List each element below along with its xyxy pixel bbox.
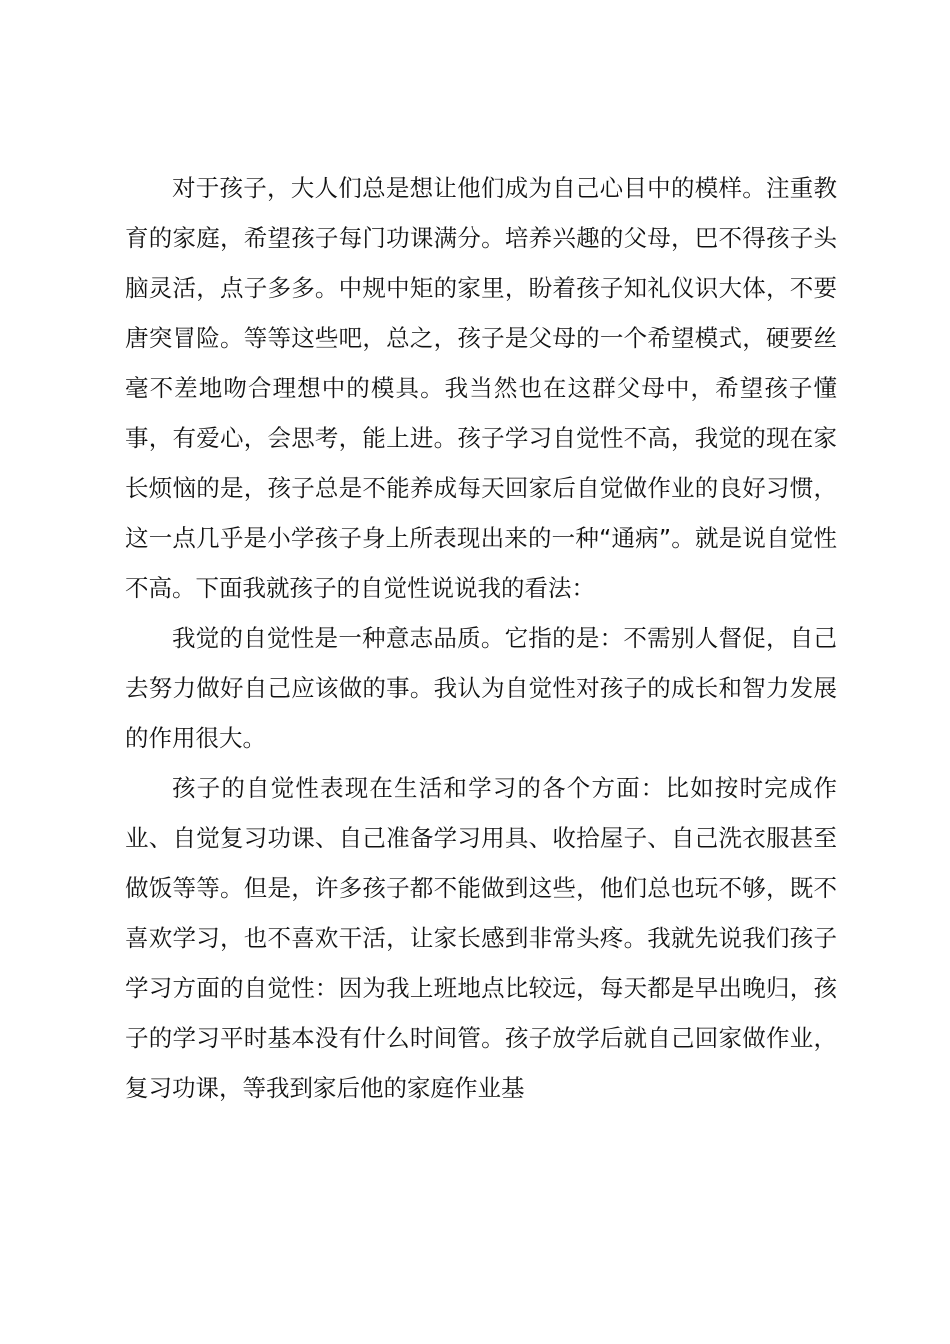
paragraph-2: 我觉的自觉性是一种意志品质。它指的是：不需别人督促，自己去努力做好自己应该做的事。我认为自觉性对孩子的成长和智力发展的作用很大。 [125, 624, 837, 752]
document-body [125, 163, 837, 1113]
paragraph-1: 对于孩子，大人们总是想让他们成为自己心目中的模样。注重教育的家庭，希望孩子每门功课满分。培养兴趣的父母，巴不得孩子头脑灵活，点子多多。中规中矩的家里，盼着孩子知礼仪识大体，不要唐突冒险。等等这些吧，总之，孩子是父母的一个希望模式，硬要丝毫不差地吻合理想中的模具。我当然也在这群父母中，希望孩子懂事，有爱心，会思考，能上进。孩子学习自觉性不高，我觉的现在家长烦恼的是，孩子总是不能养成每天回家后自觉做作业的良好习惯，这一点几乎是小学孩子身上所表现出来的一种“通病”。就是说自觉性不高。下面我就孩子的自觉性说说我的看法： [125, 174, 837, 602]
paragraph-3: 孩子的自觉性表现在生活和学习的各个方面：比如按时完成作业、自觉复习功课、自己准备学习用具、收拾屋子、自己洗衣服甚至做饭等等。但是，许多孩子都不能做到这些，他们总也玩不够，既不喜欢学习，也不喜欢干活，让家长感到非常头疼。我就先说我们孩子学习方面的自觉性：因为我上班地点比较远，每天都是早出晚归，孩子的学习平时基本没有什么时间管。孩子放学后就自己回家做作业，复习功课，等我到家后他的家庭作业基 [125, 774, 837, 1102]
